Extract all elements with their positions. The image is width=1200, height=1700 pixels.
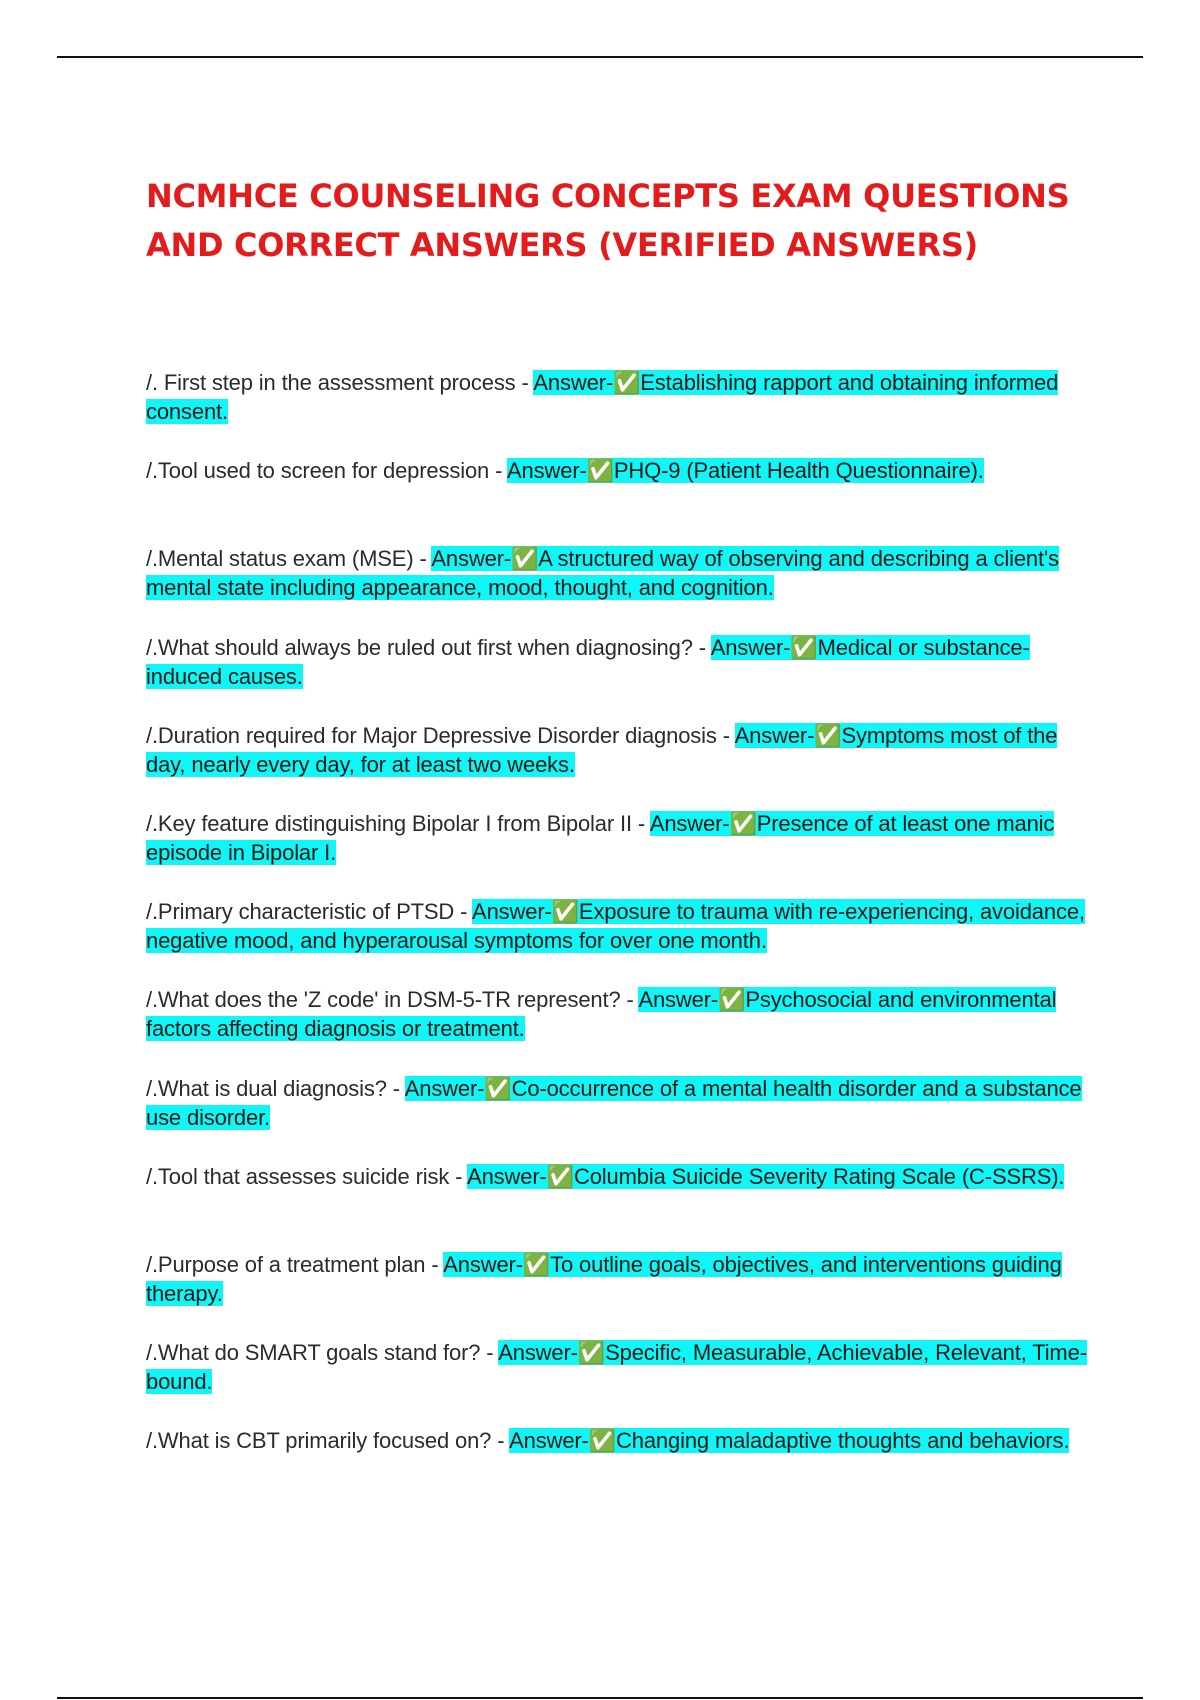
qa-item — [146, 721, 1094, 779]
qa-item — [146, 1074, 1094, 1132]
answer-text: Answer-✅To outline goals, objectives, and interventions guiding therapy. — [146, 1251, 1062, 1306]
answer-text: Answer-✅Changing maladaptive thoughts and behaviors. — [509, 1428, 1070, 1454]
qa-item — [146, 985, 1094, 1043]
qa-item — [146, 368, 1094, 426]
qa-item — [146, 456, 1094, 514]
answer-text: Answer-✅Specific, Measurable, Achievable, Relevant, Time-bound. — [146, 1340, 1087, 1395]
question-text: /. First step in the assessment process - — [146, 370, 534, 395]
question-text: /.Purpose of a treatment plan - — [146, 1251, 444, 1277]
qa-list — [146, 368, 1094, 1514]
question-text: /.What should always be ruled out first when diagnosing? - — [146, 634, 711, 660]
question-text: /.What do SMART goals stand for? - — [146, 1340, 499, 1366]
question-text: /.What is dual diagnosis? - — [146, 1075, 405, 1101]
document-title: NCMHCE COUNSELING CONCEPTS EXAM QUESTIONS AND CORRECT ANSWERS (VERIFIED ANSWERS) — [146, 177, 1070, 264]
question-text: /.Mental status exam (MSE) - — [146, 546, 432, 572]
answer-text: Answer-✅Columbia Suicide Severity Rating Scale (C-SSRS). — [467, 1163, 1065, 1189]
answer-text: Answer-✅Co-occurrence of a mental health disorder and a substance use disorder. — [146, 1075, 1082, 1130]
qa-item — [146, 1250, 1094, 1308]
question-text: /.What is CBT primarily focused on? - — [146, 1428, 510, 1454]
answer-text: Answer-✅Psychosocial and environmental factors affecting diagnosis or treatment. — [146, 987, 1057, 1042]
qa-item — [146, 1162, 1094, 1220]
answer-text: Answer-✅A structured way of observing and describing a client's mental state including appearance, mood, thought, and cognition. — [146, 546, 1059, 601]
answer-text: Answer-✅Medical or substance-induced causes. — [146, 634, 1030, 689]
question-text: /.Primary characteristic of PTSD - — [146, 899, 473, 925]
question-text: /.What does the 'Z code' in DSM-5-TR represent? - — [146, 987, 639, 1013]
question-text: /.Tool used to screen for depression - — [146, 458, 508, 484]
qa-item — [146, 633, 1094, 691]
bottom-rule — [57, 1697, 1143, 1699]
question-text: /.Key feature distinguishing Bipolar I from Bipolar II - — [146, 810, 650, 836]
qa-item — [146, 1338, 1094, 1396]
answer-text: Answer-✅Symptoms most of the day, nearly every day, for at least two weeks. — [146, 722, 1058, 777]
qa-item — [146, 544, 1094, 602]
qa-item — [146, 897, 1094, 955]
top-rule — [57, 56, 1143, 58]
answer-text: Answer-✅Presence of at least one manic episode in Bipolar I. — [146, 810, 1055, 865]
question-text: /.Duration required for Major Depressive Disorder diagnosis - — [146, 722, 735, 748]
answer-text: Answer-✅Establishing rapport and obtaining informed consent. — [146, 370, 1059, 424]
qa-item — [146, 1426, 1094, 1484]
qa-item — [146, 809, 1094, 867]
answer-text: Answer-✅Exposure to trauma with re-experiencing, avoidance, negative mood, and hyperarousal symptoms for over one month. — [146, 899, 1085, 954]
question-text: /.Tool that assesses suicide risk - — [146, 1163, 468, 1189]
answer-text: Answer-✅PHQ-9 (Patient Health Questionnaire). — [507, 458, 984, 484]
